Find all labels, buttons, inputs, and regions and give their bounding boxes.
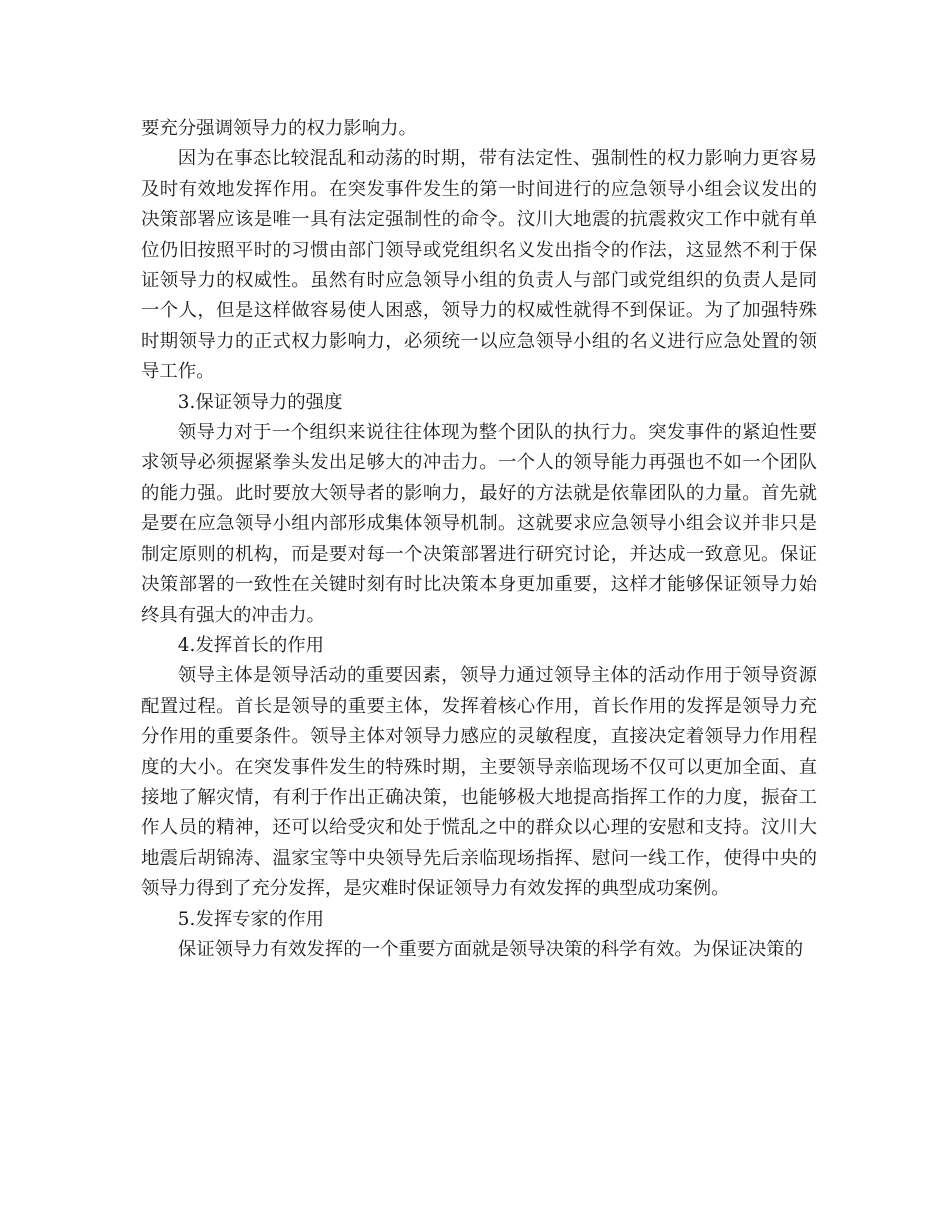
body-text bbox=[141, 114, 817, 965]
paragraph-continuation: 要充分强调领导力的权力影响力。 bbox=[141, 118, 417, 139]
paragraph-authority: 因为在事态比较混乱和动荡的时期，带有法定性、强制性的权力影响力更容易及时有效地发挥作用。在突发事件发生的第一时间进行的应急领导小组会议发出的决策部署应该是唯一具有法定强制性的命令。汶川大地震的抗震救灾工作中就有单位仍旧按照平时的习惯由部门领导或党组织名义发出指令的作法，这显然不利于保证领导力的权威性。虽然有时应急领导小组的负责人与部门或党组织的负责人是同一个人，但是这样做容易使人困惑，领导力的权威性就得不到保证。为了加强特殊时期领导力的正式权力影响力，必须统一以应急领导小组的名义进行应急处置的领导工作。 bbox=[141, 148, 817, 383]
paragraph-expert-role: 保证领导力有效发挥的一个重要方面就是领导决策的科学有效。为保证决策的 bbox=[177, 938, 804, 960]
paragraph-chief-role: 领导主体是领导活动的重要因素，领导力通过领导主体的活动作用于领导资源配置过程。首长是领导的重要主体，发挥着核心作用，首长作用的发挥是领导力充分作用的重要条件。领导主体对领导力感应的灵敏程度，直接决定着领导力作用程度的大小。在突发事件发生的特殊时期，主要领导亲临现场不仅可以更加全面、直接地了解灾情，有利于作出正确决策，也能够极大地提高指挥工作的力度，振奋工作人员的精神，还可以给受灾和处于慌乱之中的群众以心理的安慰和支持。汶川大地震后胡锦涛、温家宝等中央领导先后亲临现场指挥、慰问一线工作，使得中央的领导力得到了充分发挥，是灾难时保证领导力有效发挥的典型成功案例。 bbox=[141, 665, 817, 900]
section-heading-5: 5.发挥专家的作用 bbox=[177, 908, 325, 930]
section-heading-3: 3.保证领导力的强度 bbox=[177, 391, 343, 413]
paragraph-strength: 领导力对于一个组织来说往往体现为整个团队的执行力。突发事件的紧迫性要求领导必须握紧拳头发出足够大的冲击力。一个人的领导能力再强也不如一个团队的能力强。此时要放大领导者的影响力，最好的方法就是依靠团队的力量。首先就是要在应急领导小组内部形成集体领导机制。这就要求应急领导小组会议并非只是制定原则的机构，而是要对每一个决策部署进行研究讨论，并达成一致意见。保证决策部署的一致性在关键时刻有时比决策本身更加重要，这样才能够保证领导力始终具有强大的冲击力。 bbox=[141, 422, 817, 626]
section-heading-4: 4.发挥首长的作用 bbox=[177, 634, 325, 656]
